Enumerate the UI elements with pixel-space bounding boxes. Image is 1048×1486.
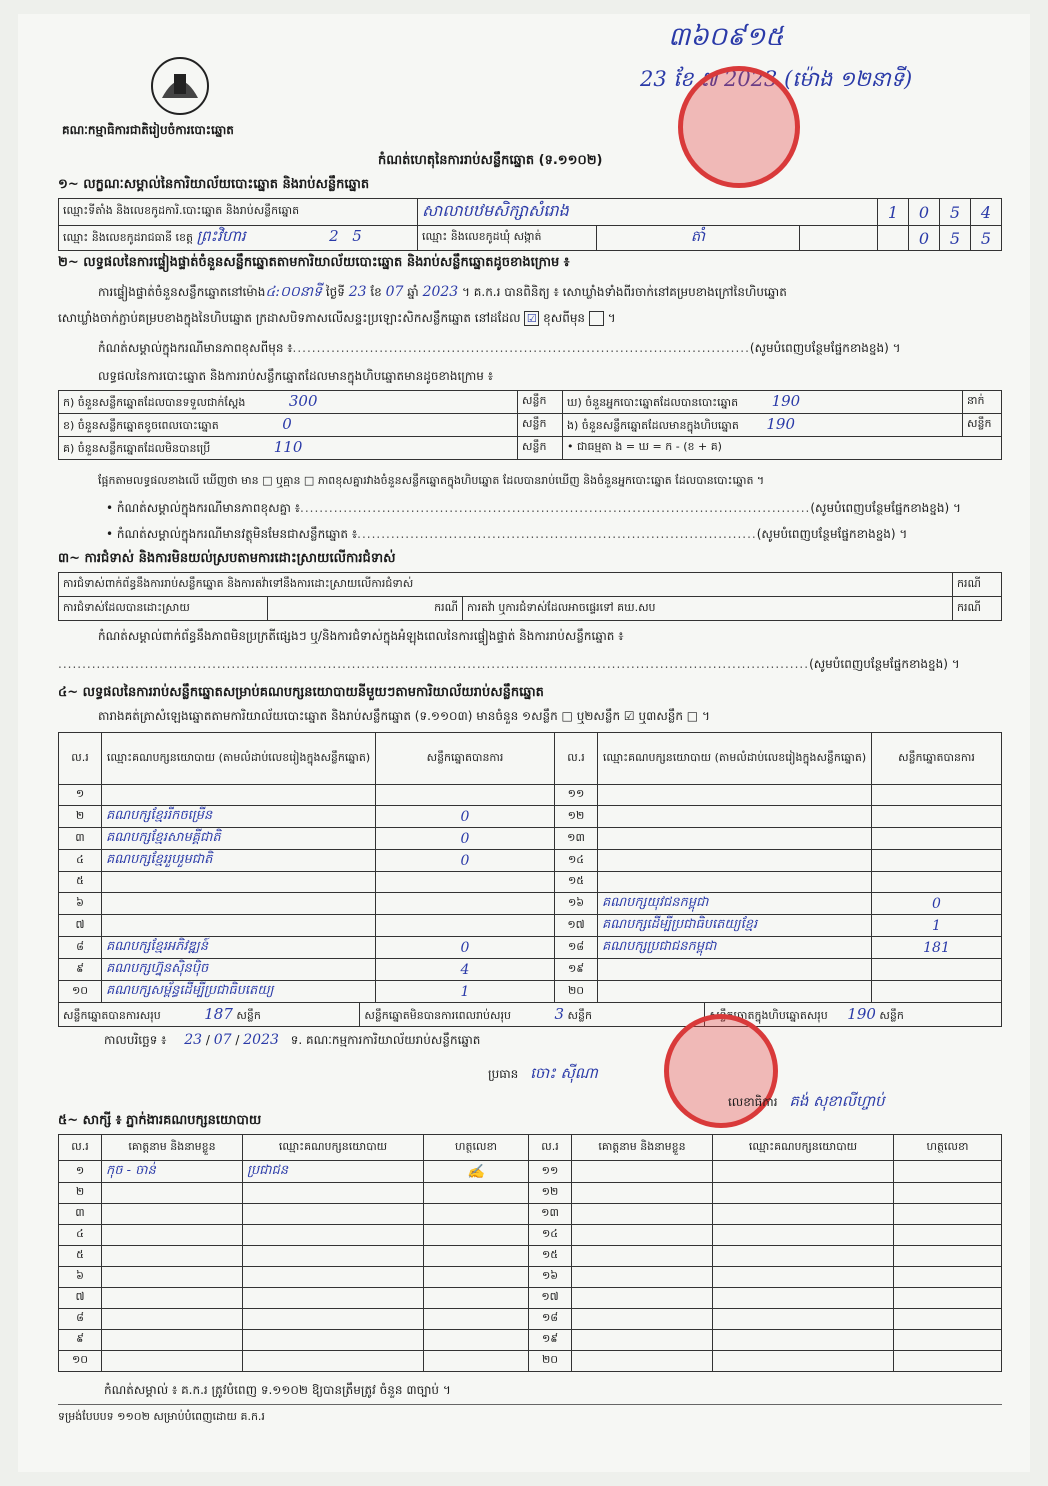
station-code-digit: 1 xyxy=(878,199,909,226)
party-result-cell: ៨ xyxy=(59,937,102,959)
witness-table: ល.រ គោត្តនាម និងនាមខ្លួន ឈ្មោះគណបក្សនយោបាយ ហត្ថលេខា ល.រ គោត្តនាម និងនាមខ្លួន ឈ្មោះគណបក្សនយោបាយ ហត្ថលេខា ១ កុច - ចាន់ ប្រជាជន ✍ ១១ ២ ១២ ៣ ១៣ ៤ ១៤ ៥ ១៥ ៦ ១៦ ៧ ១៧ ៨ ១៨ ៩ ១៩ ១០ ២០ xyxy=(58,1134,1002,1372)
party-result-cell: គណបក្សខ្មែររីកចម្រើន xyxy=(102,806,376,828)
witness-cell xyxy=(102,1246,243,1267)
witness-cell xyxy=(102,1225,243,1246)
station-name: សាលាបឋមសិក្សាសំរោង xyxy=(418,199,878,226)
verify-time: ៤:០០នាទី xyxy=(265,284,323,300)
party-result-cell xyxy=(102,893,376,915)
party-result-cell: ១១ xyxy=(555,785,598,806)
witness-cell: ៣ xyxy=(59,1204,102,1225)
witness-cell xyxy=(713,1330,894,1351)
party-result-cell xyxy=(598,872,872,893)
witness-row xyxy=(59,1288,1002,1309)
witness-row xyxy=(59,1330,1002,1351)
witness-cell xyxy=(572,1351,713,1372)
witness-cell xyxy=(713,1288,894,1309)
results-row: ក) ចំនួនសន្លឹកឆ្នោតដែលបានទទួលជាក់ស្តែង 300 សន្លឹក ឃ) ចំនួនអ្នកបោះឆ្នោតដែលបានបោះឆ្នោត 190 នាក់ xyxy=(59,391,1002,414)
national-emblem-icon xyxy=(148,54,212,118)
witness-cell xyxy=(243,1330,424,1351)
witness-cell: ១១ xyxy=(529,1161,572,1183)
party-result-row xyxy=(59,915,1002,937)
party-result-cell: គណបក្សប្រជាជនកម្ពុជា xyxy=(598,937,872,959)
station-code-digit: 5 xyxy=(940,199,971,226)
party-result-row xyxy=(59,785,1002,806)
witness-cell xyxy=(713,1309,894,1330)
party-result-cell: គណបក្សហ្វ៊ុនស៊ិនប៉ិច xyxy=(102,959,376,981)
witness-cell xyxy=(424,1288,529,1309)
witness-cell xyxy=(424,1330,529,1351)
witness-cell xyxy=(894,1225,1002,1246)
station-info-table xyxy=(58,198,1002,251)
witness-cell xyxy=(102,1288,243,1309)
party-result-cell: ១៦ xyxy=(555,893,598,915)
party-result-cell xyxy=(376,893,555,915)
witness-cell xyxy=(424,1267,529,1288)
witness-cell xyxy=(572,1267,713,1288)
party-result-cell xyxy=(598,785,872,806)
same-checkbox: ☑ xyxy=(524,311,539,326)
note-foreign-object: • កំណត់សម្គាល់ក្នុងករណីមានវត្ថុមិនមែនជាសន្លឹកឆ្នោត ៖...................................................................................(សូមបំពេញបន្ថែមផ្នែកខាងខ្នង) ។ xyxy=(106,527,908,541)
section4-title: ៤~ លទ្ធផលនៃការរាប់សន្លឹកឆ្នោតសម្រាប់គណបក្សនយោបាយនីមួយៗតាមការិយាល័យរាប់សន្លឹកឆ្នោត xyxy=(58,685,544,700)
witness-cell: ៦ xyxy=(59,1267,102,1288)
witness-cell xyxy=(102,1183,243,1204)
objection-table: ការជំទាស់ពាក់ព័ន្ធនឹងការរាប់សន្លឹកឆ្នោត និងការតវ៉ាទៅនឹងការដោះស្រាយលើការជំទាស់ ករណី ការជំទាស់ដែលបានដោះស្រាយ ករណី ការតវ៉ា ឬការជំទាស់ដែលអាចផ្ទេរទៅ គឃ.សប ករណី xyxy=(58,572,1002,621)
witness-cell: ១៤ xyxy=(529,1225,572,1246)
party-result-row xyxy=(59,806,1002,828)
witness-cell xyxy=(102,1330,243,1351)
witness-cell: ១៥ xyxy=(529,1246,572,1267)
verify-month: 07 xyxy=(385,284,404,300)
party-result-cell: 0 xyxy=(376,828,555,850)
party-result-cell: ៣ xyxy=(59,828,102,850)
party-result-row xyxy=(59,893,1002,915)
witness-cell: កុច - ចាន់ xyxy=(102,1161,243,1183)
witness-cell: ប្រជាជន xyxy=(243,1161,424,1183)
compare-text: ផ្អែកតាមលទ្ធផលខាងលើ ឃើញថា មាន □ ឬគ្មាន □ ភាពខុសគ្នារវាងចំនួនសន្លឹកឆ្នោតក្នុងហិបឆ្នោត ដែលបានរាប់ឃើញ និងចំនួនអ្នកបោះឆ្នោត ដែលបានបោះឆ្នោត ។ xyxy=(98,474,765,487)
party-result-cell: 1 xyxy=(872,915,1002,937)
witness-cell xyxy=(424,1309,529,1330)
party-result-cell: 0 xyxy=(872,893,1002,915)
witness-cell: ១៦ xyxy=(529,1267,572,1288)
totals-table xyxy=(58,1002,1002,1027)
total-in-box: សន្លឹកឆ្នោតក្នុងហិបឆ្នោតសរុប 190 សន្លឹក xyxy=(705,1003,1002,1027)
party-result-cell xyxy=(872,959,1002,981)
witness-cell: ១៨ xyxy=(529,1309,572,1330)
difference-note: កំណត់សម្គាល់ក្នុងករណីមានភាពខុសពីមុន ៖...............................................................................................(សូមបំពេញបន្ថែមផ្នែកខាងខ្នង) ។ xyxy=(98,341,901,355)
witness-cell: ៩ xyxy=(59,1330,102,1351)
party-result-cell xyxy=(598,828,872,850)
party-result-cell: ១៨ xyxy=(555,937,598,959)
party-results-table: ល.រ ឈ្មោះគណបក្សនយោបាយ (តាមលំដាប់លេខរៀងក្នុងសន្លឹកឆ្នោត) សន្លឹកឆ្នោតបានការ ល.រ ឈ្មោះគណបក្សនយោបាយ (តាមលំដាប់លេខរៀងក្នុងសន្លឹកឆ្នោត) សន្លឹកឆ្នោតបានការ ១ ១១ ២ គណបក្សខ្មែររីកចម្រើន 0 ១២ ៣ គណបក្សខ្មែរសាមគ្គីជាតិ 0 ១៣ ៤ គណបក្សខ្មែររួបរួមជាតិ 0 ១៤ ៥ ១៥ ៦ ១៦ គណបក្សយុវជនកម្ពុជា 0 ៧ ១៧ គណបក្សដើម្បីប្រជាធិបតេយ្យខ្មែរ 1 ៨ គណបក្សខ្មែរអភិវឌ្ឍន៍ 0 ១៨ គណបក្សប្រជាជនកម្ពុជា 181 ៩ គណបក្សហ្វ៊ុនស៊ិនប៉ិច 4 ១៩ ១០ គណបក្សសម្ព័ន្ធដើម្បីប្រជាធិបតេយ្យ 1 ២០ xyxy=(58,732,1002,1003)
witness-cell xyxy=(243,1225,424,1246)
witness-cell xyxy=(424,1351,529,1372)
total-invalid: សន្លឹកឆ្នោតមិនបានការពេលរាប់សរុប 3 សន្លឹក xyxy=(360,1003,705,1027)
form-page xyxy=(18,14,1030,1472)
witness-cell: ១៧ xyxy=(529,1288,572,1309)
irregularity-fill: ............................................................................................................................................................(សូមបំពេញបន្ថែមផ្នែកខាងខ្នង) ។ xyxy=(58,657,960,671)
party-result-cell xyxy=(376,915,555,937)
party-result-cell xyxy=(598,981,872,1003)
witness-row xyxy=(59,1246,1002,1267)
different-checkbox xyxy=(589,311,604,326)
party-result-cell xyxy=(598,959,872,981)
witness-row xyxy=(59,1161,1002,1183)
party-result-cell xyxy=(102,872,376,893)
witness-row xyxy=(59,1267,1002,1288)
footnote: កំណត់សម្គាល់ ៖ គ.ក.រ ត្រូវបំពេញ ទ.១១០២ ឱ្យបានត្រឹមត្រូវ ចំនួន ៣ច្បាប់ ។ xyxy=(104,1383,451,1397)
form-title: កំណត់ហេតុនៃការរាប់សន្លឹកឆ្នោត (ទ.១១០២) xyxy=(378,153,603,168)
witness-cell xyxy=(102,1267,243,1288)
party-result-cell: គណបក្សសម្ព័ន្ធដើម្បីប្រជាធិបតេយ្យ xyxy=(102,981,376,1003)
witness-cell xyxy=(424,1246,529,1267)
witness-cell: ២០ xyxy=(529,1351,572,1372)
witness-cell xyxy=(424,1225,529,1246)
form-footer: ទម្រង់បែបបទ ១១០២ សម្រាប់បំពេញដោយ គ.ក.រ xyxy=(58,1410,265,1423)
commune-code-digit: 5 xyxy=(940,226,971,251)
secretary-signature: លេខាធិការ គង់ សុខាលីហ្ចាប់ xyxy=(728,1092,885,1110)
witness-cell xyxy=(572,1246,713,1267)
voters-count: 190 xyxy=(771,392,801,410)
witness-cell xyxy=(894,1161,1002,1183)
party-result-row xyxy=(59,850,1002,872)
witness-cell xyxy=(572,1288,713,1309)
party-result-cell: ១៧ xyxy=(555,915,598,937)
objection-row: ការជំទាស់ពាក់ព័ន្ធនឹងការរាប់សន្លឹកឆ្នោត និងការតវ៉ាទៅនឹងការដោះស្រាយលើការជំទាស់ xyxy=(59,573,953,597)
witness-cell: ៧ xyxy=(59,1288,102,1309)
station-code-digit: 4 xyxy=(971,199,1002,226)
commune-code-digit: 5 xyxy=(971,226,1002,251)
chair-signature: ប្រធាន ចោះ ស៊ីណា xyxy=(488,1064,598,1082)
results-row: គ) ចំនួនសន្លឹកឆ្នោតដែលមិនបានប្រើ 110 សន្លឹក • ជាធម្មតា ង = ឃ = ក - (ខ + គ) xyxy=(59,437,1002,460)
witness-cell xyxy=(713,1351,894,1372)
witness-cell xyxy=(894,1330,1002,1351)
date-line: កាលបរិច្ឆេទ ៖ 23 / 07 / 2023 ទ. គណៈកម្មការការិយាល័យរាប់សន្លឹកឆ្នោត xyxy=(104,1032,481,1048)
witness-cell xyxy=(713,1267,894,1288)
party-result-cell: ១៣ xyxy=(555,828,598,850)
province-code: 5 xyxy=(352,227,362,245)
section3-title: ៣~ ការជំទាស់ និងការមិនយល់ស្របតាមការដោះស្រាយលើការជំទាស់ xyxy=(58,551,396,566)
witness-row xyxy=(59,1204,1002,1225)
party-result-cell: ១ xyxy=(59,785,102,806)
section2-title: ២~ លទ្ធផលនៃការផ្ទៀងផ្ទាត់ចំនួនសន្លឹកឆ្នោតតាមការិយាល័យបោះឆ្នោត និងរាប់សន្លឹកឆ្នោតដូចខាងក្រោម ៖ xyxy=(58,255,570,270)
province-label: ឈ្មោះ និងលេខកូដរាជធានី ខេត្ត ព្រះវិហារ 2 5 xyxy=(59,226,418,251)
witness-cell xyxy=(102,1351,243,1372)
witness-cell xyxy=(572,1309,713,1330)
witness-cell xyxy=(243,1309,424,1330)
handwritten-received-time: 23 ខែ ៧ 2023 (ម៉ោង ១២នាទី) xyxy=(640,67,913,91)
witness-cell xyxy=(713,1246,894,1267)
party-result-cell xyxy=(872,828,1002,850)
party-result-cell: ២០ xyxy=(555,981,598,1003)
party-result-row xyxy=(59,872,1002,893)
witness-cell xyxy=(572,1161,713,1183)
spoiled-ballots: 0 xyxy=(282,415,292,433)
witness-cell xyxy=(102,1204,243,1225)
handwritten-number: ៣៦០៩១៥ xyxy=(668,22,784,52)
witness-cell xyxy=(243,1204,424,1225)
witness-cell xyxy=(713,1183,894,1204)
party-result-row xyxy=(59,828,1002,850)
commune-code-digit: 0 xyxy=(909,226,940,251)
province-name: ព្រះវិហារ xyxy=(196,227,246,245)
party-result-cell: 1 xyxy=(376,981,555,1003)
witness-cell xyxy=(243,1351,424,1372)
witness-cell xyxy=(713,1161,894,1183)
witness-cell xyxy=(424,1183,529,1204)
station-label: ឈ្មោះទីតាំង និងលេខកូដការិ.បោះឆ្នោត និងរាប់សន្លឹកឆ្នោត xyxy=(59,199,418,226)
party-result-row xyxy=(59,981,1002,1003)
witness-row xyxy=(59,1309,1002,1330)
party-result-cell xyxy=(376,872,555,893)
commune-name: តាំ xyxy=(597,226,800,251)
party-result-cell xyxy=(102,785,376,806)
results-table xyxy=(58,390,1002,460)
party-result-cell xyxy=(872,981,1002,1003)
party-result-cell xyxy=(872,872,1002,893)
party-result-row xyxy=(59,959,1002,981)
witness-cell xyxy=(572,1204,713,1225)
witness-cell xyxy=(894,1267,1002,1288)
party-result-cell: គណបក្សដើម្បីប្រជាធិបតេយ្យខ្មែរ xyxy=(598,915,872,937)
witness-cell xyxy=(243,1267,424,1288)
party-result-cell: ១៤ xyxy=(555,850,598,872)
ballots-in-box: 190 xyxy=(766,415,796,433)
witness-cell xyxy=(572,1225,713,1246)
party-result-cell: ១៥ xyxy=(555,872,598,893)
party-result-cell xyxy=(598,806,872,828)
witness-cell xyxy=(243,1288,424,1309)
party-result-cell: 0 xyxy=(376,850,555,872)
party-result-cell xyxy=(872,806,1002,828)
committee-name: គណៈកម្មាធិការជាតិរៀបចំការបោះឆ្នោត xyxy=(62,123,234,137)
verify-year: 2023 xyxy=(422,284,459,300)
party-result-cell: 0 xyxy=(376,937,555,959)
party-result-cell: ៧ xyxy=(59,915,102,937)
station-code-digit: 0 xyxy=(909,199,940,226)
party-result-cell: ៩ xyxy=(59,959,102,981)
witness-cell xyxy=(894,1204,1002,1225)
witness-cell: ៥ xyxy=(59,1246,102,1267)
party-result-cell xyxy=(376,785,555,806)
official-stamp-top xyxy=(678,66,800,188)
witness-cell xyxy=(572,1330,713,1351)
witness-cell: ២ xyxy=(59,1183,102,1204)
witness-cell xyxy=(894,1183,1002,1204)
witness-cell xyxy=(102,1309,243,1330)
party-result-cell: គណបក្សយុវជនកម្ពុជា xyxy=(598,893,872,915)
unused-ballots: 110 xyxy=(273,438,303,456)
witness-cell xyxy=(894,1288,1002,1309)
witness-cell xyxy=(894,1246,1002,1267)
party-result-cell: ១២ xyxy=(555,806,598,828)
witness-cell: ១៣ xyxy=(529,1204,572,1225)
province-code: 2 xyxy=(329,227,339,245)
witness-cell: ១០ xyxy=(59,1351,102,1372)
party-result-cell: គណបក្សខ្មែររួបរួមជាតិ xyxy=(102,850,376,872)
verification-line1: ការផ្ទៀងផ្ទាត់ចំនួនសន្លឹកឆ្នោតនៅម៉ោង៤:០០នាទី ថ្ងៃទី 23 ខែ 07 ឆ្នាំ 2023 ។ គ.ក.រ បានពិនិត្យ ៖ សោឃ្លាំងទាំងពីរចាក់នៅគម្របខាងក្រៅនៃហិបឆ្នោត xyxy=(98,284,787,300)
results-row: ខ) ចំនួនសន្លឹកឆ្នោតខូចពេលបោះឆ្នោត 0 សន្លឹក ង) ចំនួនសន្លឹកឆ្នោតដែលមានក្នុងហិបឆ្នោត 190 សន្លឹក xyxy=(59,414,1002,437)
party-result-cell: ៦ xyxy=(59,893,102,915)
note-difference: • កំណត់សម្គាល់ក្នុងករណីមានភាពខុសគ្នា ៖..........................................................................................................(សូមបំពេញបន្ថែមផ្នែកខាងខ្នង) ។ xyxy=(106,501,961,515)
verification-line2: សោឃ្លាំងចាក់ភ្ជាប់គម្របខាងក្នុងនៃហិបឆ្នោត ក្រដាសបិទភាសលើសន្ទះប្រឡោះសិកសន្លឹកឆ្នោត នៅដដែល ☑ ខុសពីមុន ។ xyxy=(58,311,616,325)
commune-label: ឈ្មោះ និងលេខកូដឃុំ សង្កាត់ xyxy=(418,226,597,251)
party-result-cell: 4 xyxy=(376,959,555,981)
party-result-cell: 0 xyxy=(376,806,555,828)
party-result-cell xyxy=(598,850,872,872)
witness-cell xyxy=(243,1183,424,1204)
witness-cell xyxy=(572,1183,713,1204)
party-result-cell: គណបក្សខ្មែរអភិវឌ្ឍន៍ xyxy=(102,937,376,959)
party-result-cell: ៤ xyxy=(59,850,102,872)
party-result-cell xyxy=(872,785,1002,806)
party-result-cell: ១៩ xyxy=(555,959,598,981)
witness-row xyxy=(59,1225,1002,1246)
total-valid: សន្លឹកឆ្នោតបានការសរុប 187 សន្លឹក xyxy=(59,1003,360,1027)
witness-cell xyxy=(713,1204,894,1225)
witness-row xyxy=(59,1183,1002,1204)
irregularity-note: កំណត់សម្គាល់ពាក់ព័ន្ធនឹងភាពមិនប្រក្រតីផ្សេងៗ ឬ/និងការជំទាស់ក្នុងអំឡុងពេលនៃការផ្ទៀងផ្ទាត់ និងការរាប់សន្លឹកឆ្នោត ៖ xyxy=(98,629,624,643)
witness-cell xyxy=(894,1351,1002,1372)
witness-cell xyxy=(424,1204,529,1225)
section5-title: ៥~ សាក្សី ៖ ភ្នាក់ងារគណបក្សនយោបាយ xyxy=(58,1113,262,1128)
results-intro: លទ្ធផលនៃការបោះឆ្នោត និងការរាប់សន្លឹកឆ្នោតដែលមានក្នុងហិបឆ្នោតមានដូចខាងក្រោម ៖ xyxy=(98,369,493,383)
party-result-cell: 181 xyxy=(872,937,1002,959)
section1-title: ១~ លក្ខណៈសម្គាល់នៃការិយាល័យបោះឆ្នោត និងរាប់សន្លឹកឆ្នោត xyxy=(58,177,370,192)
witness-cell: ៤ xyxy=(59,1225,102,1246)
party-result-cell: ៥ xyxy=(59,872,102,893)
party-result-row xyxy=(59,937,1002,959)
witness-cell xyxy=(243,1246,424,1267)
party-result-cell: ២ xyxy=(59,806,102,828)
witness-row xyxy=(59,1351,1002,1372)
witness-cell xyxy=(894,1309,1002,1330)
party-result-cell: ១០ xyxy=(59,981,102,1003)
verify-day: 23 xyxy=(348,284,367,300)
witness-cell: ៨ xyxy=(59,1309,102,1330)
received-ballots: 300 xyxy=(288,392,318,410)
witness-cell: ១៩ xyxy=(529,1330,572,1351)
tally-sheet-intro: តារាងគត់ត្រាសំឡេងឆ្នោតតាមការិយាល័យបោះឆ្នោត និងរាប់សន្លឹកឆ្នោត (ទ.១១០៣) មានចំនួន ១សន្លឹក □ ឬ២សន្លឹក ☑ ឬ៣សន្លឹក □ ។ xyxy=(98,709,710,723)
witness-cell: ✍ xyxy=(424,1161,529,1183)
party-result-cell xyxy=(872,850,1002,872)
witness-cell xyxy=(713,1225,894,1246)
witness-cell: ១២ xyxy=(529,1183,572,1204)
witness-cell: ១ xyxy=(59,1161,102,1183)
party-result-cell: គណបក្សខ្មែរសាមគ្គីជាតិ xyxy=(102,828,376,850)
party-result-cell xyxy=(102,915,376,937)
